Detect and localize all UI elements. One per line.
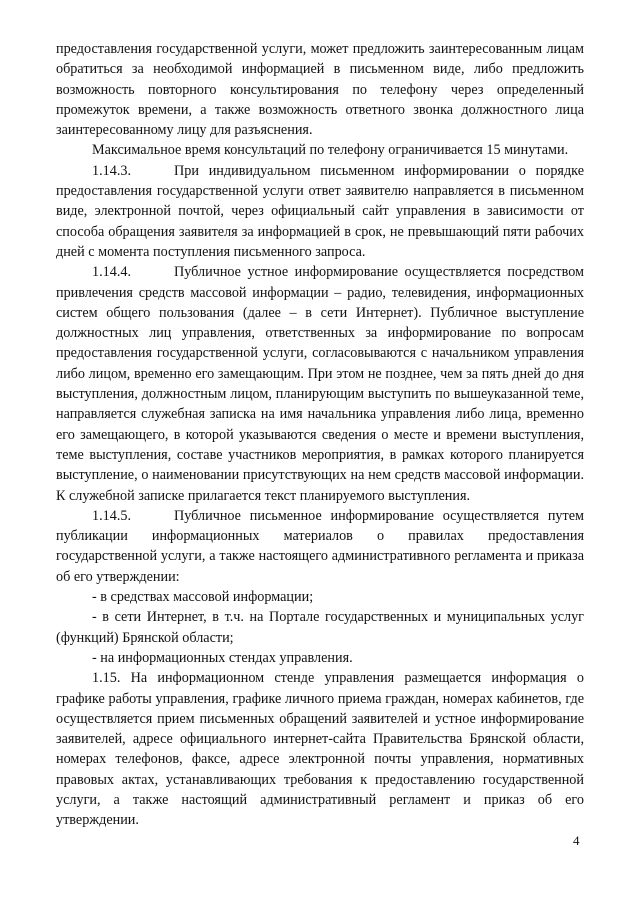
paragraph-text: - в средствах массовой информации;: [92, 589, 314, 606]
paragraph-1-14-3: [56, 161, 584, 262]
paragraph-text: Публичное устное информирование осуществляется посредством привлечения средств массовой информации – радио, телевидения, информационных систем общего пользования (далее – в сети Интернет). Публичное выступление должностных лиц управления, ответственных за информирование по вопросам предоставления государственной услуги, согласовываются с начальником управления либо лицом, временно его замещающим. При этом не позднее, чем за пять дней до дня выступления, должностным лицом, планирующим выступить по вышеуказанной теме, направляется служебная записка на имя начальника управления либо лица, временно его замещающего, в которой указываются сведения о месте и времени выступления, теме выступления, составе участников мероприятия, в рамках которого планируется выступление, о наименовании присутствующих на нем средств массовой информации. К служебной записке прилагается текст планируемого выступления.: [56, 264, 584, 504]
paragraph-1-14-4: [56, 262, 584, 506]
paragraph-number: 1.14.3.: [92, 162, 132, 179]
paragraph-text: Публичное письменное информирование осуществляется путем публикации информационных материалов о правилах предоставления государственной услуги, а также настоящего административного регламента и приказа об его утверждении:: [56, 507, 584, 585]
paragraph-number: 1.14.4.: [92, 264, 132, 281]
paragraph-text: 1.15. На информационном стенде управления размещается информация о графике работы управления, графике личного приема граждан, номерах кабинетов, где осуществляется прием письменных обращений заявителей и устное информирование заявителей, адресе официального интернет-сайта Правительства Брянской области, номерах телефонов, факсе, адресе электронной почты управления, нормативных правовых актах, устанавливающих требования к предоставлению государственной услуги, а также настоящий административный регламент и приказ об его утверждении.: [56, 670, 584, 829]
paragraph-text: - на информационных стендах управления.: [92, 649, 353, 666]
paragraph-consultation-limit: [56, 140, 584, 160]
paragraph-continuation: [56, 39, 584, 140]
paragraph-text: предоставления государственной услуги, может предложить заинтересованным лицам обратиться за необходимой информацией в письменном виде, либо предложить возможность повторного консультирования по телефону через определенный промежуток времени, а также возможность ответного звонка должностного лица заинтересованному лицу для разъяснения.: [56, 41, 584, 139]
paragraph-text: Максимальное время консультаций по телефону ограничивается 15 минутами.: [92, 142, 569, 159]
list-item-internet: [56, 607, 584, 648]
paragraph-1-15: [56, 668, 584, 830]
paragraph-1-14-5: [56, 506, 584, 587]
list-item-mass-media: [56, 587, 584, 607]
list-item-info-stands: [56, 648, 584, 668]
page-number: 4: [573, 833, 580, 848]
document-body: [56, 39, 584, 831]
paragraph-number: 1.14.5.: [92, 507, 132, 524]
paragraph-text: При индивидуальном письменном информировании о порядке предоставления государственной услуги ответ заявителю направляется в письменном виде, электронной почтой, через официальный сайт управления в зависимости от способа обращения заявителя за информацией в срок, не превышающий пяти рабочих дней с момента поступления письменного запроса.: [56, 162, 584, 260]
paragraph-text: - в сети Интернет, в т.ч. на Портале государственных и муниципальных услуг (функций) Брянской области;: [56, 609, 584, 646]
